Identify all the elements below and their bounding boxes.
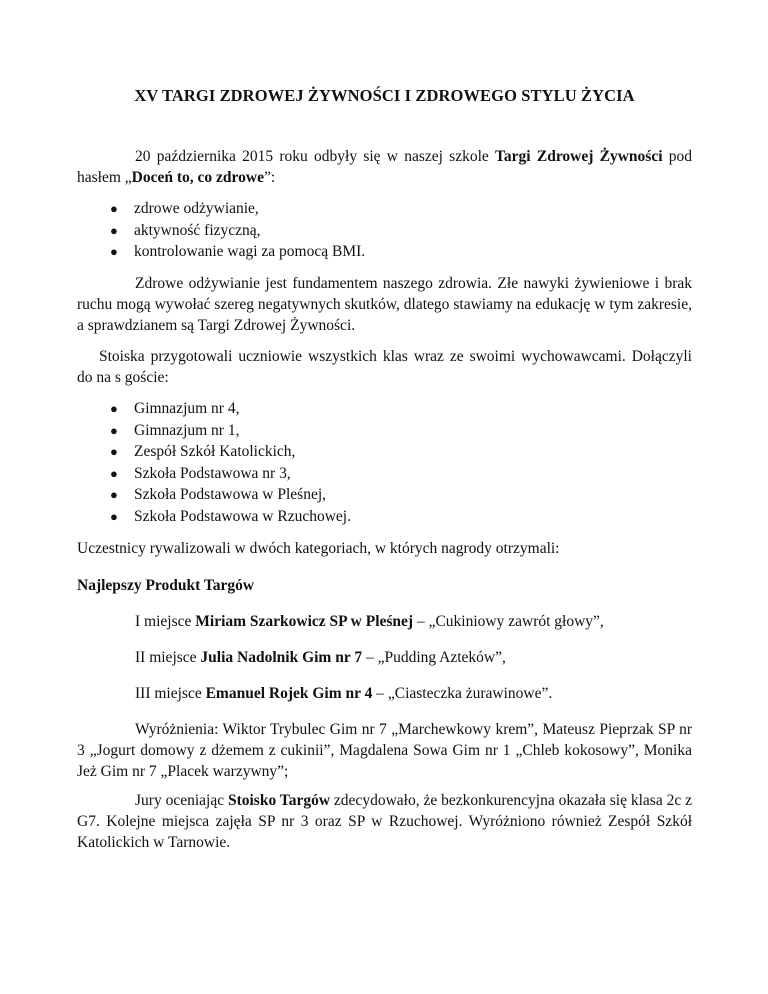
- health-paragraph: Zdrowe odżywianie jest fundamentem naszego zdrowia. Złe nawyki żywieniowe i brak ruchu mogą wywołać szereg negatywnych skutków, dlatego stawiamy na edukację w tym zakresie, a sprawdzianem są Targi Zdrowej Żywności.: [77, 275, 692, 334]
- list-item: ● Szkoła Podstawowa w Pleśnej,: [77, 484, 351, 506]
- list-item: ● Gimnazjum nr 1,: [77, 420, 351, 442]
- categories-paragraph: Uczestnicy rywalizowali w dwóch kategoriach, w których nagrody otrzymali:: [77, 540, 560, 557]
- list-item: ● Zespół Szkół Katolickich,: [77, 441, 351, 463]
- bullet-icon: ●: [110, 465, 118, 481]
- intro-text-3: ”:: [263, 169, 276, 186]
- intro-bold-slogan: Doceń to, co zdrowe: [131, 169, 264, 186]
- list-item: ● Szkoła Podstawowa w Rzuchowej.: [77, 506, 351, 528]
- list-item: ● aktywność fizyczną,: [77, 220, 365, 242]
- bullet-icon: ●: [110, 401, 118, 416]
- intro-bold-event: Targi Zdrowej Żywności: [495, 148, 663, 165]
- winner-name: Julia Nadolnik Gim nr 7: [200, 649, 363, 666]
- category-heading: Najlepszy Produkt Targów: [77, 577, 255, 594]
- intro-text-2: pod hasłem „: [77, 148, 693, 186]
- intro-text-1: 20 października 2015 roku odbyły się w naszej szkole: [135, 148, 496, 165]
- topics-list: [77, 198, 365, 263]
- stand-heading-bold: Stoisko Targów: [227, 792, 331, 809]
- prize-first: I miejsce Miriam Szarkowicz SP w Pleśnej – „Cukiniowy zawrót głowy”,: [135, 613, 604, 630]
- jury-paragraph: Jury oceniając Stoisko Targów zdecydowało, że bezkonkurencyjna okazała się klasa 2c z G7. Kolejne miejsca zajęła SP nr 3 oraz SP w Rzuchowej. Wyróżniono również Zespół Szkół Katolickich w Tarnowie.: [77, 792, 692, 851]
- winner-name: Miriam Szarkowicz SP w Pleśnej: [195, 613, 414, 630]
- intro-paragraph: [77, 146, 692, 188]
- prize-second: II miejsce Julia Nadolnik Gim nr 7 – „Pudding Azteków”,: [135, 649, 506, 666]
- bullet-icon: ●: [110, 244, 118, 259]
- list-item: ● zdrowe odżywianie,: [77, 198, 365, 220]
- guests-list: [77, 398, 351, 527]
- list-item: ● Szkoła Podstawowa nr 3,: [77, 463, 351, 485]
- bullet-icon: ●: [110, 222, 118, 238]
- bullet-icon: ●: [110, 444, 118, 459]
- distinctions-paragraph: Wyróżnienia: Wiktor Trybulec Gim nr 7 „Marchewkowy krem”, Mateusz Pieprzak SP nr 3 „Jogurt domowy z dżemem z cukinii”, Magdalena Sowa Gim nr 1 „Chleb kokosowy”, Monika Jeż Gim nr 7 „Placek warzywny”;: [77, 721, 692, 780]
- winner-name: Emanuel Rojek Gim nr 4: [205, 685, 373, 702]
- stands-paragraph: Stoiska przygotowali uczniowie wszystkich klas wraz ze swoimi wychowawcami. Dołączyli do na s goście:: [77, 348, 692, 386]
- prize-third: III miejsce Emanuel Rojek Gim nr 4 – „Ciasteczka żurawinowe”.: [135, 685, 553, 702]
- bullet-icon: ●: [110, 201, 118, 216]
- page-title: XV TARGI ZDROWEJ ŻYWNOŚCI I ZDROWEGO STYLU ŻYCIA: [134, 86, 635, 105]
- bullet-icon: ●: [110, 487, 118, 502]
- list-item: ● kontrolowanie wagi za pomocą BMI.: [77, 241, 365, 263]
- bullet-icon: ●: [110, 422, 118, 438]
- list-item: ● Gimnazjum nr 4,: [77, 398, 351, 420]
- bullet-icon: ●: [110, 508, 118, 524]
